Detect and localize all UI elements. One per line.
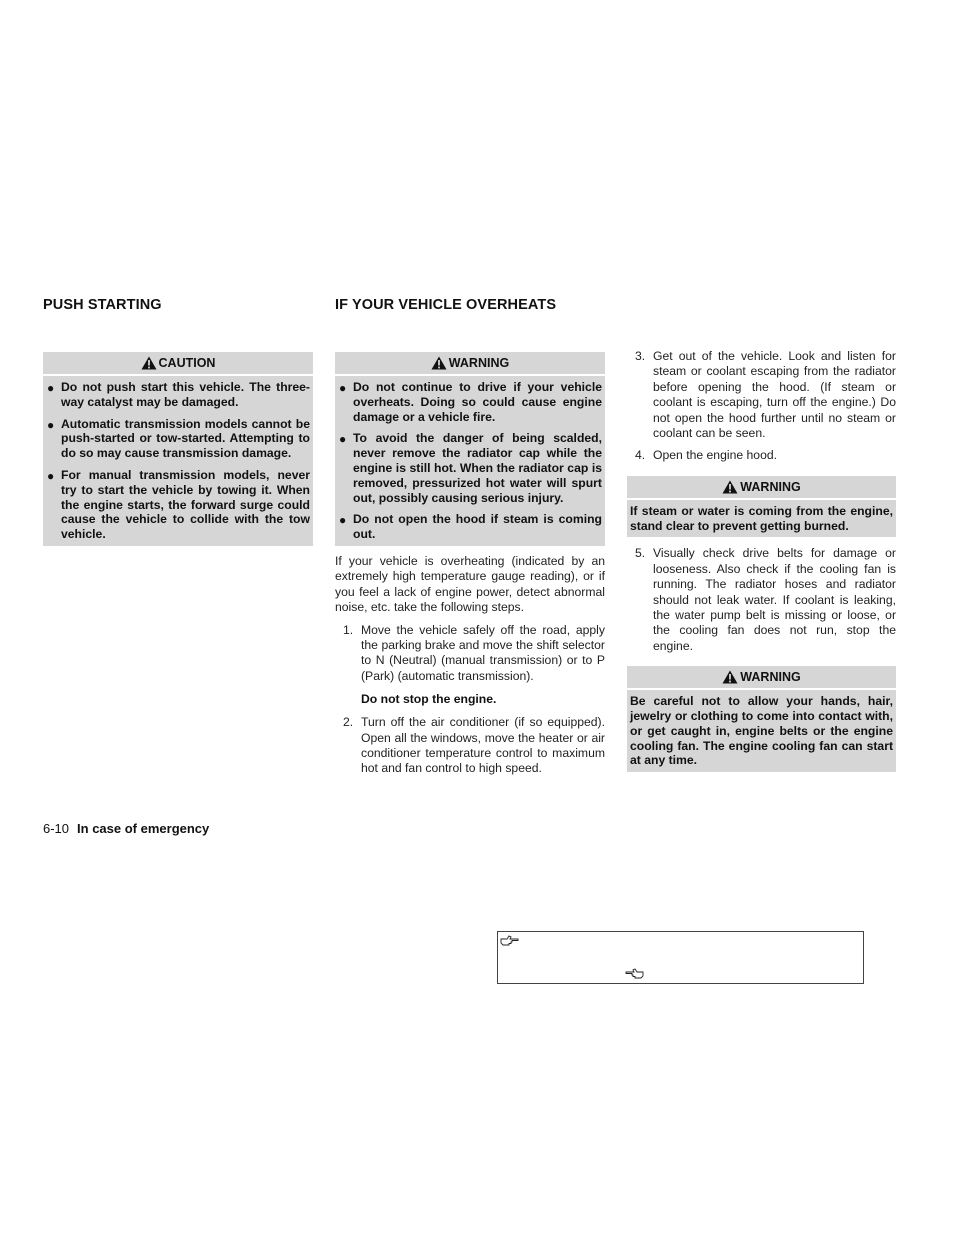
steps-list-4 xyxy=(627,546,896,654)
list-item: ● For manual transmission models, never try to start the vehicle by towing it. When the engine starts, the forward surge could cause the vehicle to collide with the tow vehicle. xyxy=(47,467,310,542)
heading-overheats: IF YOUR VEHICLE OVERHEATS xyxy=(335,297,557,313)
warning-box-1 xyxy=(335,352,605,546)
warning-triangle-icon xyxy=(141,356,157,370)
reference-frame xyxy=(497,931,864,984)
list-item: 3. Get out of the vehicle. Look and listen for steam or coolant escaping from the radiator before opening the hood. (If steam or coolant is escaping, turn off the engine.) Do not open the hood further until no steam or coolant can be seen. xyxy=(635,349,896,441)
warning-box-2 xyxy=(627,476,896,538)
warning-triangle-icon xyxy=(431,356,447,370)
footer-section: In case of emergency xyxy=(77,821,210,836)
caution-title: CAUTION xyxy=(158,356,216,370)
warning-3-text: Be careful not to allow your hands, hair, jewelry or clothing to come into contact with, or get caught in, engine belts or the engine cooling fan. The engine cooling fan can start at any time. xyxy=(630,694,893,768)
caution-list xyxy=(46,380,310,542)
heading-push-starting: PUSH STARTING xyxy=(43,297,162,313)
list-item: ● Do not open the hood if steam is coming out. xyxy=(339,512,602,542)
caution-box xyxy=(43,352,313,546)
warning-3-title: WARNING xyxy=(740,670,801,685)
warning-1-title: WARNING xyxy=(448,356,510,370)
caution-box-header xyxy=(43,352,313,376)
step1-note: Do not stop the engine. xyxy=(361,692,497,707)
pointing-hand-left-icon xyxy=(624,967,644,979)
list-item: 1. Move the vehicle safely off the road, apply the parking brake and move the shift selector to N (Neutral) (manual transmission) or to P (Park) (automatic transmission). xyxy=(343,622,605,683)
warning-box-1-header xyxy=(335,352,605,376)
list-item: 2. Turn off the air conditioner (if so equipped). Open all the windows, move the heater or air conditioner temperature control to maximum hot and fan control to high speed. xyxy=(343,715,605,776)
warning-triangle-icon xyxy=(722,480,738,494)
page-footer xyxy=(43,821,209,836)
list-item: ● Automatic transmission models cannot be push-started or tow-started. Attempting to do so may cause transmission damage. xyxy=(47,416,310,461)
steps-list-2 xyxy=(335,715,605,777)
column-middle xyxy=(335,352,605,777)
warning-triangle-icon xyxy=(722,670,738,684)
warning-2-title: WARNING xyxy=(740,479,801,494)
list-item: ● Do not continue to drive if your vehicle overheats. Doing so could cause engine damage or a vehicle fire. xyxy=(339,380,602,424)
column-right xyxy=(627,349,896,772)
list-item: 4. Open the engine hood. xyxy=(635,448,778,463)
warning-1-list xyxy=(338,380,602,542)
warning-box-3 xyxy=(627,666,896,772)
intro-paragraph: If your vehicle is overheating (indicated by an extremely high temperature gauge reading), or if you feel a lack of engine power, detect abnormal noise, etc. take the following steps. xyxy=(335,553,605,615)
list-item: ● Do not push start this vehicle. The three-way catalyst may be damaged. xyxy=(47,380,310,409)
page-number: 6-10 xyxy=(43,821,70,836)
steps-list-3 xyxy=(627,349,896,464)
pointing-hand-right-icon xyxy=(500,934,520,946)
list-item: 5. Visually check drive belts for damage or looseness. Also check if the cooling fan is running. The radiator hoses and radiator should not leak water. If coolant is leaking, the water pump belt is missing or loose, or the cooling fan does not run, stop the engine. xyxy=(635,546,896,653)
warning-box-2-header xyxy=(627,476,896,500)
steps-list-1 xyxy=(335,623,605,685)
warning-box-3-header xyxy=(627,666,896,690)
list-item: ● To avoid the danger of being scalded, never remove the radiator cap while the engine is still hot. When the radiator cap is removed, pressurized hot water will spurt out, possibly causing serious injury. xyxy=(339,431,602,505)
warning-2-text: If steam or water is coming from the engine, stand clear to prevent getting burned. xyxy=(630,503,893,533)
